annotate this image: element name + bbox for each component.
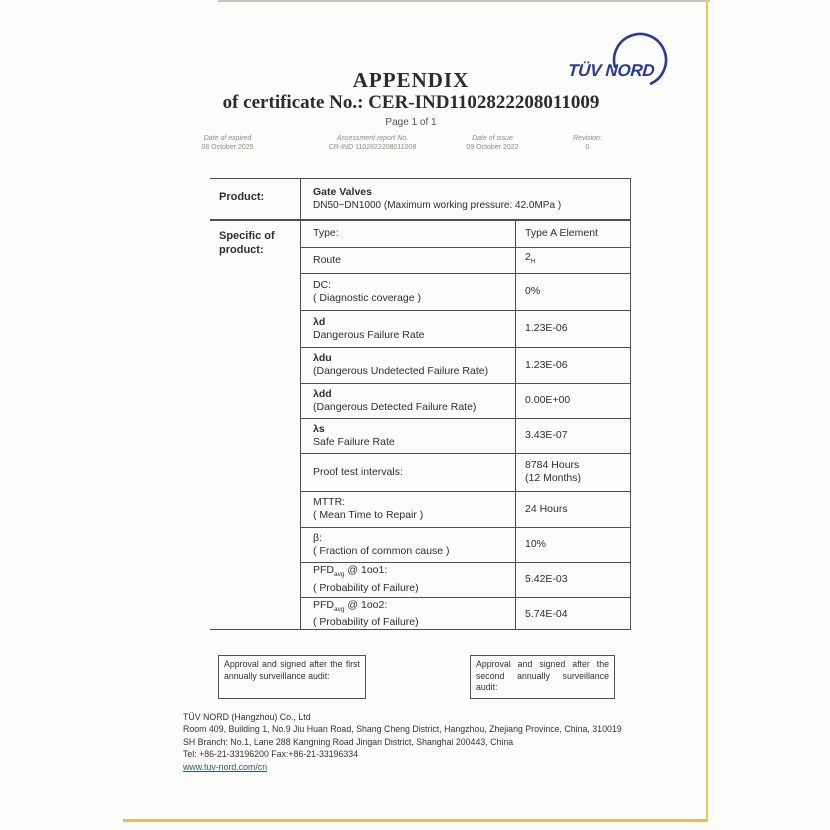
param-name-cell	[301, 419, 515, 453]
meta-date-expired	[175, 134, 280, 152]
param-value-2: (12 Months)	[525, 472, 582, 484]
param-label: β:	[313, 531, 322, 544]
param-value-cell	[515, 492, 631, 527]
product-row	[301, 179, 631, 219]
meta-label: Assessment report No.	[336, 135, 409, 142]
param-name-cell	[301, 598, 515, 631]
spec-row	[301, 598, 631, 631]
param-name-cell	[301, 528, 515, 562]
param-detail: ( Probability of Failure)	[313, 616, 419, 629]
footer-line: TÜV NORD (Hangzhou) Co., Ltd	[183, 712, 311, 722]
param-name-cell	[301, 274, 515, 310]
param-name-cell	[301, 221, 515, 247]
meta-label: Revision:	[573, 135, 602, 142]
param-value-cell	[515, 419, 631, 453]
param-value-cell	[515, 221, 631, 247]
param-label: Route	[313, 253, 342, 266]
footer-link-line	[183, 761, 622, 773]
param-label: $PFD_{avg}$ @ 1oo2:	[313, 598, 388, 614]
meta-assessment-report	[295, 134, 450, 152]
param-detail: Dangerous Failure Rate	[313, 328, 425, 341]
footer-link[interactable]: www.tuv-nord.com/cn	[183, 761, 268, 772]
param-value-cell	[515, 454, 631, 491]
param-value-cell	[515, 598, 631, 631]
param-detail: (Dangerous Undetected Failure Rate)	[313, 365, 489, 377]
param-value: 0.00E+00	[525, 394, 571, 406]
param-value-cell	[515, 248, 631, 273]
param-detail: (Dangerous Detected Failure Rate)	[313, 400, 477, 413]
param-label: Type:	[313, 227, 339, 239]
param-label: $PFD_{avg}$ @ 1oo1:	[313, 564, 388, 579]
param-value: $2_H$	[525, 251, 536, 266]
product-description: DN50~DN1000 (Maximum working pressure: 42.0MPa )	[313, 200, 562, 211]
param-label: λs	[313, 422, 325, 435]
product-label: Product:	[219, 191, 265, 203]
param-value: 1.23E-06	[525, 358, 568, 371]
spec-row	[301, 221, 631, 248]
meta-row	[0, 134, 830, 156]
specific-of-product-label: Specific of product:	[219, 230, 275, 256]
param-value-cell	[515, 528, 631, 562]
page-title: APPENDIX	[352, 68, 470, 92]
spec-row	[301, 384, 631, 419]
param-detail: ( Mean Time to Repair )	[313, 509, 424, 521]
param-name-cell	[301, 311, 515, 347]
param-value: 10%	[525, 538, 547, 550]
param-value: 0%	[525, 285, 541, 297]
page-indicator: Page 1 of 1	[385, 117, 437, 128]
footer-line: SH Branch: No.1, Lane 288 Kangning Road Jingan District, Shanghai 200443, China	[183, 736, 514, 747]
spec-row	[301, 274, 631, 311]
param-label: λdd	[313, 387, 332, 400]
param-name-cell	[301, 454, 515, 491]
specification-table	[210, 178, 631, 630]
approval-box-2: Approval and signed after the second annually surveillance audit:	[470, 655, 615, 699]
param-label: Proof test intervals:	[313, 465, 403, 478]
param-value: 3.43E-07	[525, 429, 568, 441]
spec-row	[301, 454, 631, 492]
param-value: 24 Hours	[525, 502, 568, 515]
spec-row	[301, 419, 631, 454]
param-label: λd	[313, 315, 326, 328]
footer-line: Room 409, Building 1, No.9 Jiu Huan Road, Shang Cheng District, Hangzhou, Zhejiang Province, China, 310019	[183, 724, 622, 735]
param-name-cell	[301, 348, 515, 383]
scan-top-edge	[218, 0, 710, 2]
meta-value: 08 October 2025	[201, 144, 254, 151]
footer-address-block	[183, 711, 622, 773]
param-value: 5.42E-03	[525, 573, 568, 585]
param-value: 5.74E-04	[525, 607, 568, 620]
param-value: 8784 Hours	[525, 459, 580, 471]
param-detail: ( Fraction of common cause )	[313, 544, 450, 557]
param-name-cell	[301, 563, 515, 597]
param-name-cell	[301, 492, 515, 527]
meta-value: 09 October 2022	[466, 144, 519, 151]
param-value-cell	[515, 563, 631, 597]
meta-value: 0	[585, 144, 590, 151]
spec-row	[301, 311, 631, 348]
meta-label: Date of expired	[203, 135, 252, 142]
param-name-cell	[301, 384, 515, 418]
meta-label: Date of issue	[472, 135, 513, 142]
spec-row	[301, 348, 631, 384]
param-name-cell	[301, 248, 515, 273]
param-value: 1.23E-06	[525, 322, 568, 334]
spec-row	[301, 248, 631, 274]
spec-rows	[301, 221, 631, 631]
param-value: Type A Element	[525, 227, 598, 239]
footer-line: Tel: +86-21-33196200 Fax:+86-21-33196334	[183, 749, 359, 760]
logo-wordmark: TÜV NORD	[567, 61, 656, 80]
meta-revision	[555, 134, 620, 152]
param-value-cell	[515, 384, 631, 418]
param-label: λdu	[313, 352, 332, 364]
param-value-cell	[515, 348, 631, 383]
param-detail: ( Diagnostic coverage )	[313, 291, 421, 304]
product-name: Gate Valves	[313, 186, 372, 198]
param-detail: ( Probability of Failure)	[313, 581, 419, 594]
meta-date-issue	[440, 134, 545, 152]
param-value-cell	[515, 274, 631, 310]
meta-value: CR-IND 1102822208011008	[328, 144, 417, 151]
param-label: MTTR:	[313, 496, 346, 508]
spec-row	[301, 492, 631, 528]
param-label: DC:	[313, 278, 332, 291]
scan-bottom-edge	[123, 819, 708, 822]
certificate-number: of certificate No.: CER-IND1102822208011009	[222, 92, 600, 113]
spec-row	[301, 563, 631, 598]
approval-box-1: Approval and signed after the first annually surveillance audit:	[218, 655, 366, 699]
param-value-cell	[515, 311, 631, 347]
spec-row	[301, 528, 631, 563]
param-detail: Safe Failure Rate	[313, 435, 395, 448]
